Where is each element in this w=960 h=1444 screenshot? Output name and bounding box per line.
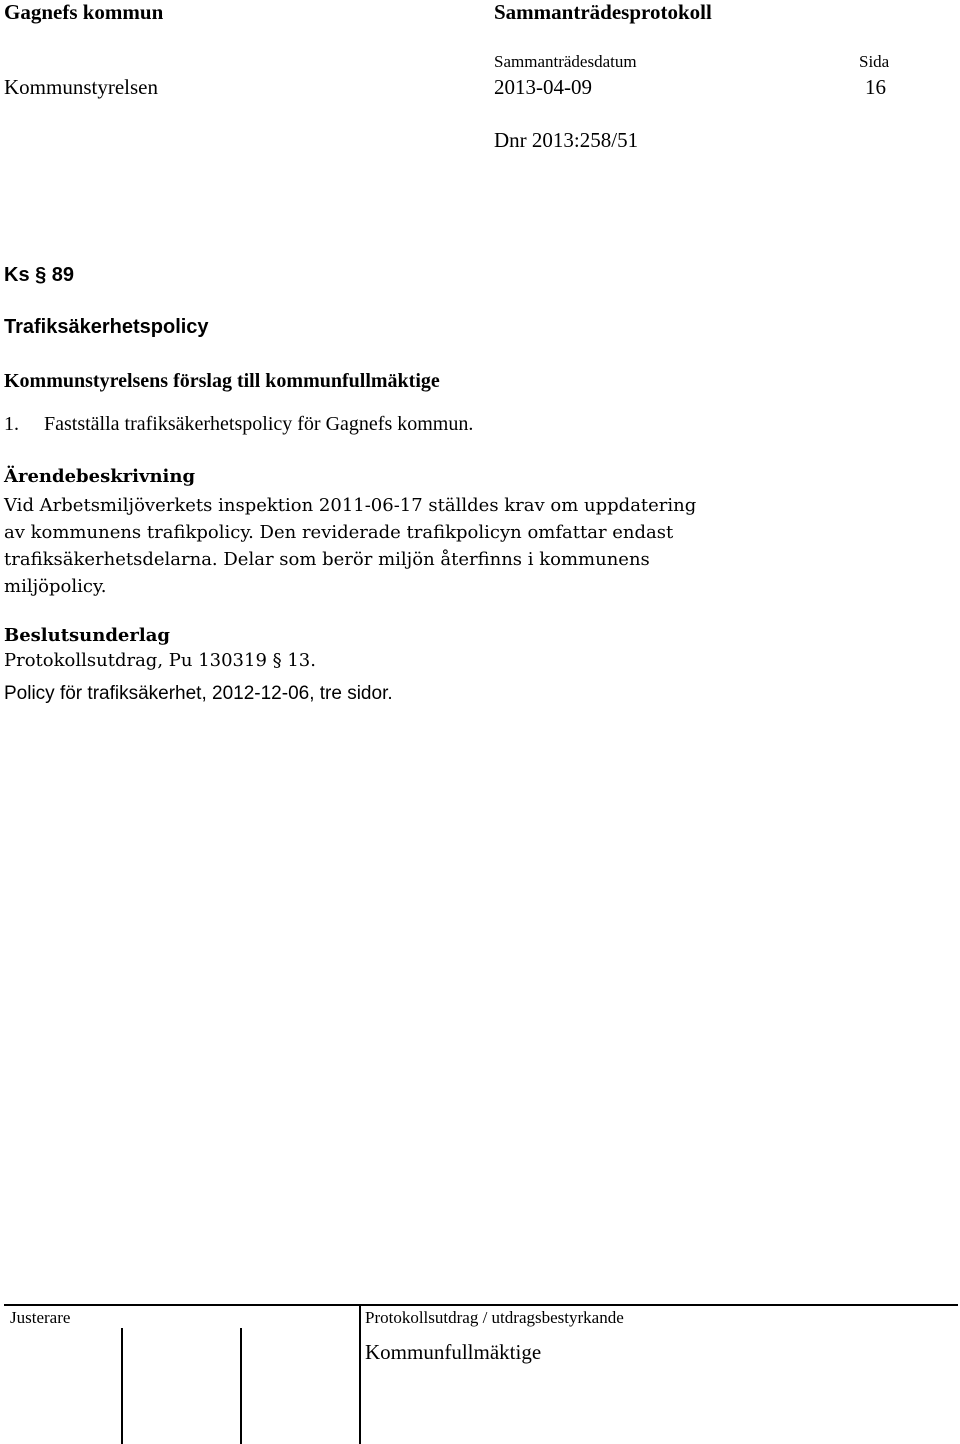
proposal-item-text: Fastställa trafiksäkerhetspolicy för Gagnefs kommun. xyxy=(44,413,474,435)
extract-label: Protokollsutdrag / utdragsbestyrkande xyxy=(365,1308,624,1327)
description-line: av kommunens trafikpolicy. Den reviderade trafikpolicyn omfattar endast xyxy=(4,522,674,543)
basis-item: Policy för trafiksäkerhet, 2012-12-06, tre sidor. xyxy=(4,683,393,704)
extract-recipient: Kommunfullmäktige xyxy=(365,1340,542,1364)
document-type: Sammanträdesprotokoll xyxy=(494,0,712,24)
basis-item: Protokollsutdrag, Pu 130319 § 13. xyxy=(4,650,316,671)
adjusters-label: Justerare xyxy=(10,1308,71,1327)
governing-body: Kommunstyrelsen xyxy=(4,75,158,99)
description-heading: Ärendebeskrivning xyxy=(4,466,196,487)
meeting-date: 2013-04-09 xyxy=(494,75,592,99)
proposal-item-number: 1. xyxy=(4,413,19,435)
description-line: miljöpolicy. xyxy=(4,576,107,597)
proposal-heading: Kommunstyrelsens förslag till kommunfullmäktige xyxy=(4,370,440,392)
description-line: Vid Arbetsmiljöverkets inspektion 2011-06-17 ställdes krav om uppdatering xyxy=(4,495,697,516)
diary-number: Dnr 2013:258/51 xyxy=(494,128,639,152)
paragraph-number: Ks § 89 xyxy=(4,264,75,286)
page-number: 16 xyxy=(865,75,886,99)
signature-box-divider xyxy=(121,1328,123,1444)
signature-box-divider xyxy=(240,1328,242,1444)
basis-heading: Beslutsunderlag xyxy=(4,625,170,646)
organization-name: Gagnefs kommun xyxy=(4,0,164,24)
signature-box-divider xyxy=(359,1304,361,1444)
meeting-date-label: Sammanträdesdatum xyxy=(494,52,637,71)
description-text xyxy=(4,492,724,600)
footer-divider xyxy=(4,1304,958,1306)
paragraph-title: Trafiksäkerhetspolicy xyxy=(4,316,209,338)
page-label: Sida xyxy=(859,52,890,71)
description-line: trafiksäkerhetsdelarna. Delar som berör miljön återfinns i kommunens xyxy=(4,549,650,570)
